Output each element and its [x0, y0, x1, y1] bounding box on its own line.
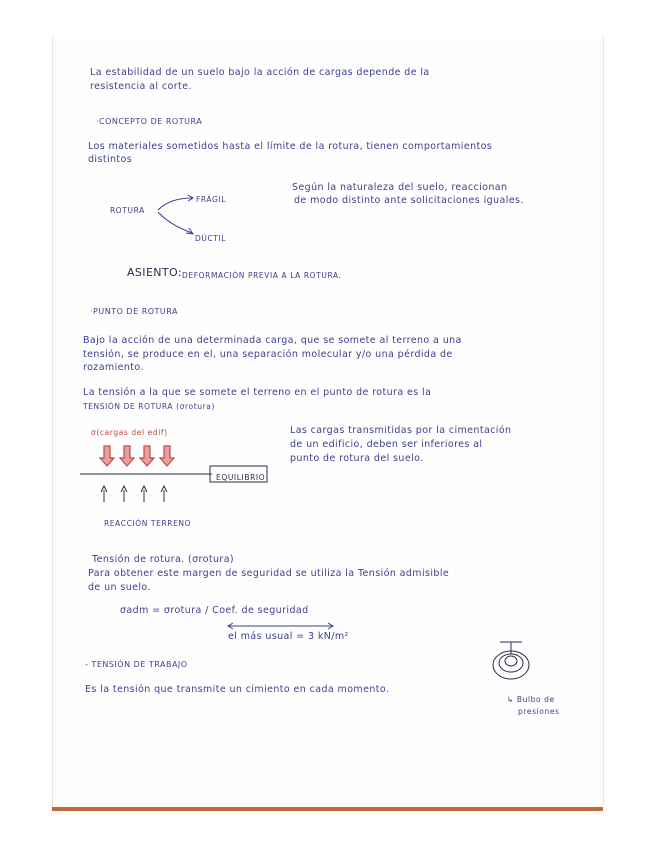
label-bulbo-2: presiones — [518, 707, 560, 716]
text-tension-trabajo: Es la tensión que transmite un cimiento en cada momento. — [85, 684, 390, 695]
label-sigma-cargas: σ(cargas del edif) — [91, 428, 168, 437]
heading-concepto-rotura: ·CONCEPTO DE ROTURA — [96, 117, 203, 126]
text-line-p4: La tensión a la que se somete el terreno en el punto de rotura es la — [83, 387, 432, 398]
text-line-2: resistencia al corte. — [90, 81, 192, 92]
text-margen-seguridad: Para obtener este margen de seguridad se utiliza la Tensión admisible — [88, 568, 450, 579]
equilibrio-box — [210, 466, 267, 482]
note-line-1: Según la naturaleza del suelo, reaccionan — [292, 182, 508, 193]
cargas-line-3: punto de rotura del suelo. — [290, 453, 424, 464]
load-arrows-down — [100, 446, 174, 466]
label-reaccion-terreno: REACCIÓN TERRENO — [104, 519, 192, 528]
reaction-arrows-up — [101, 486, 167, 502]
cargas-line-2: de un edificio, deben ser inferiores al — [290, 439, 483, 450]
label-rotura: ROTURA — [110, 206, 145, 215]
text-de-un-suelo: de un suelo. — [88, 582, 151, 593]
heading-punto-rotura: ·PUNTO DE ROTURA — [90, 307, 178, 316]
label-ductil: DÚCTIL — [195, 234, 227, 243]
text-line-p2: tensión, se produce en el, una separación molecular y/o una pérdida de — [83, 349, 453, 360]
label-equilibrio: EQUILIBRIO — [216, 473, 266, 482]
text-tension-rotura: TENSIÓN DE ROTURA (σrotura) — [83, 402, 215, 411]
formula-note: el más usual = 3 kN/m² — [228, 631, 349, 642]
label-asiento: ASIENTO: — [127, 266, 183, 279]
text-line-4: distintos — [88, 154, 133, 165]
text-line-3: Los materiales sometidos hasta el límite de la rotura, tienen comportamientos — [88, 141, 493, 152]
text-tension-de-rotura: Tensión de rotura. (σrotura) — [92, 554, 235, 565]
cargas-line-1: Las cargas transmitidas por la cimentación — [290, 425, 512, 436]
text-line-p1: Bajo la acción de una determinada carga, que se somete al terreno a una — [83, 335, 462, 346]
text-line-p3: rozamiento. — [83, 362, 144, 373]
text-line-1: La estabilidad de un suelo bajo la acción de cargas depende de la — [90, 67, 430, 78]
label-bulbo-1: ↳ Bulbo de — [507, 695, 555, 704]
heading-tension-trabajo: - TENSIÓN DE TRABAJO — [85, 660, 188, 669]
label-fragil: FRÁGIL — [196, 195, 227, 204]
formula-sigma-adm: σadm = σrotura / Coef. de seguridad — [120, 605, 309, 616]
bulbo-presiones-sketch — [493, 642, 529, 679]
rotura-branch-arrows — [158, 195, 193, 234]
asiento-definition: DEFORMACIÓN PREVIA A LA ROTURA. — [182, 271, 342, 280]
formula-arrow — [228, 623, 333, 629]
note-line-2: de modo distinto ante solicitaciones iguales. — [294, 195, 524, 206]
